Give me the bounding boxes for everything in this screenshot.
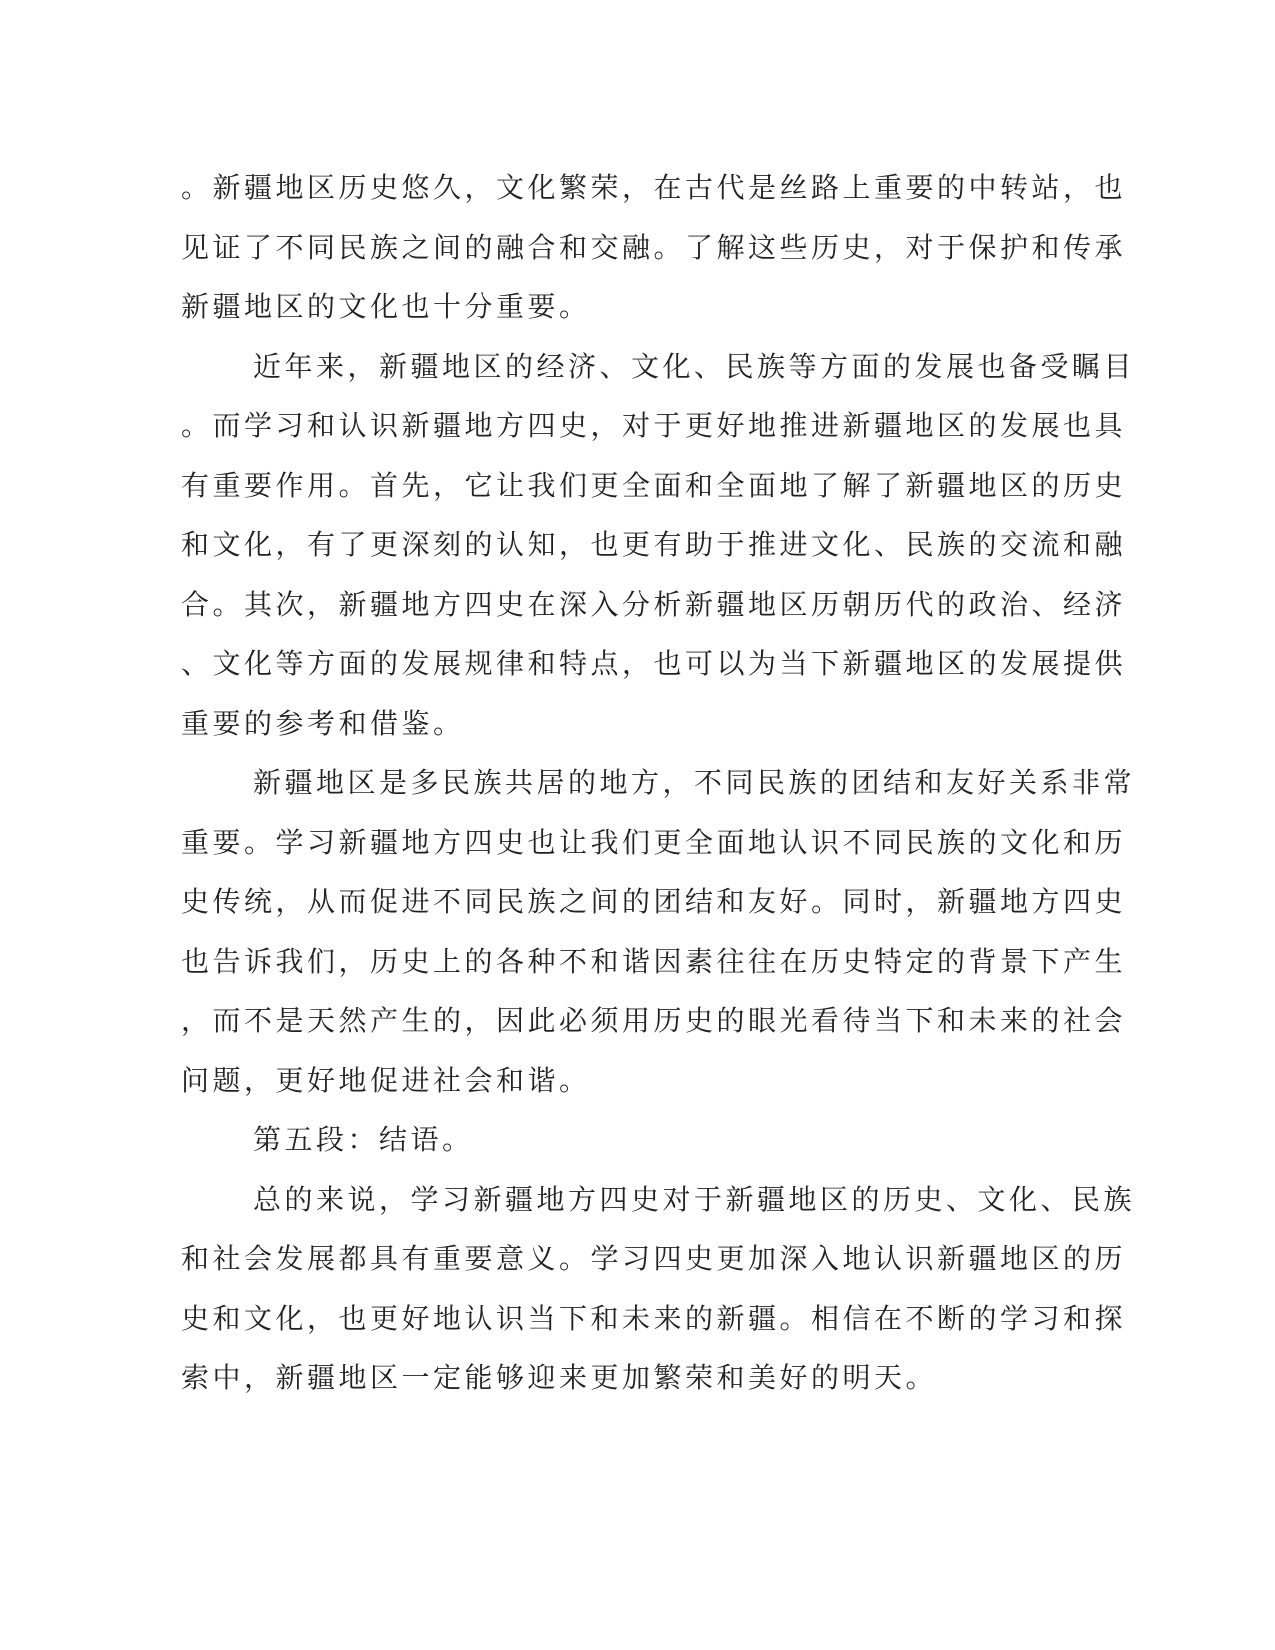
text-line: 史和文化，也更好地认识当下和未来的新疆。相信在不断的学习和探 [181, 1301, 1127, 1335]
section-heading [181, 1110, 1041, 1170]
text-line: 新疆地区是多民族共居的地方，不同民族的团结和友好关系非常 [253, 766, 1136, 799]
text-line: 新疆地区的文化也十分重要。 [181, 290, 591, 323]
text-line: 。而学习和认识新疆地方四史，对于更好地推进新疆地区的发展也具 [181, 409, 1127, 442]
text-line: 和社会发展都具有重要意义。学习四史更加深入地认识新疆地区的历 [181, 1242, 1127, 1275]
text-line: 索中，新疆地区一定能够迎来更加繁荣和美好的明天。 [181, 1361, 938, 1394]
text-line: 、文化等方面的发展规律和特点，也可以为当下新疆地区的发展提供 [181, 647, 1127, 680]
text-line: 有重要作用。首先，它让我们更全面和全面地了解了新疆地区的历史 [181, 468, 1127, 502]
text-line: 重要的参考和借鉴。 [181, 706, 465, 740]
text-line: 近年来，新疆地区的经济、文化、民族等方面的发展也备受瞩目 [253, 349, 1136, 383]
text-line: 总的来说，学习新疆地方四史对于新疆地区的历史、文化、民族 [253, 1182, 1136, 1216]
section-heading-text: 第五段：结语。 [253, 1123, 474, 1156]
text-line: 见证了不同民族之间的融合和交融。了解这些历史，对于保护和传承 [181, 230, 1127, 264]
text-line: 史传统，从而促进不同民族之间的团结和友好。同时，新疆地方四史 [181, 885, 1127, 918]
paragraph-3 [181, 753, 1136, 1110]
text-line: 问题，更好地促进社会和谐。 [181, 1063, 591, 1097]
text-line: 和文化，有了更深刻的认知，也更有助于推进文化、民族的交流和融 [181, 528, 1127, 561]
text-line: 合。其次，新疆地方四史在深入分析新疆地区历朝历代的政治、经济 [181, 587, 1127, 621]
paragraph-1 [181, 158, 1127, 337]
paragraph-2 [181, 337, 1136, 754]
text-line: 。新疆地区历史悠久，文化繁荣，在古代是丝路上重要的中转站，也 [181, 171, 1127, 204]
paragraph-4 [181, 1170, 1136, 1408]
text-line: 重要。学习新疆地方四史也让我们更全面地认识不同民族的文化和历 [181, 825, 1127, 859]
document-body [181, 158, 1136, 1408]
text-line: ，而不是天然产生的，因此必须用历史的眼光看待当下和未来的社会 [181, 1004, 1127, 1037]
text-line: 也告诉我们，历史上的各种不和谐因素往往在历史特定的背景下产生 [181, 944, 1127, 978]
